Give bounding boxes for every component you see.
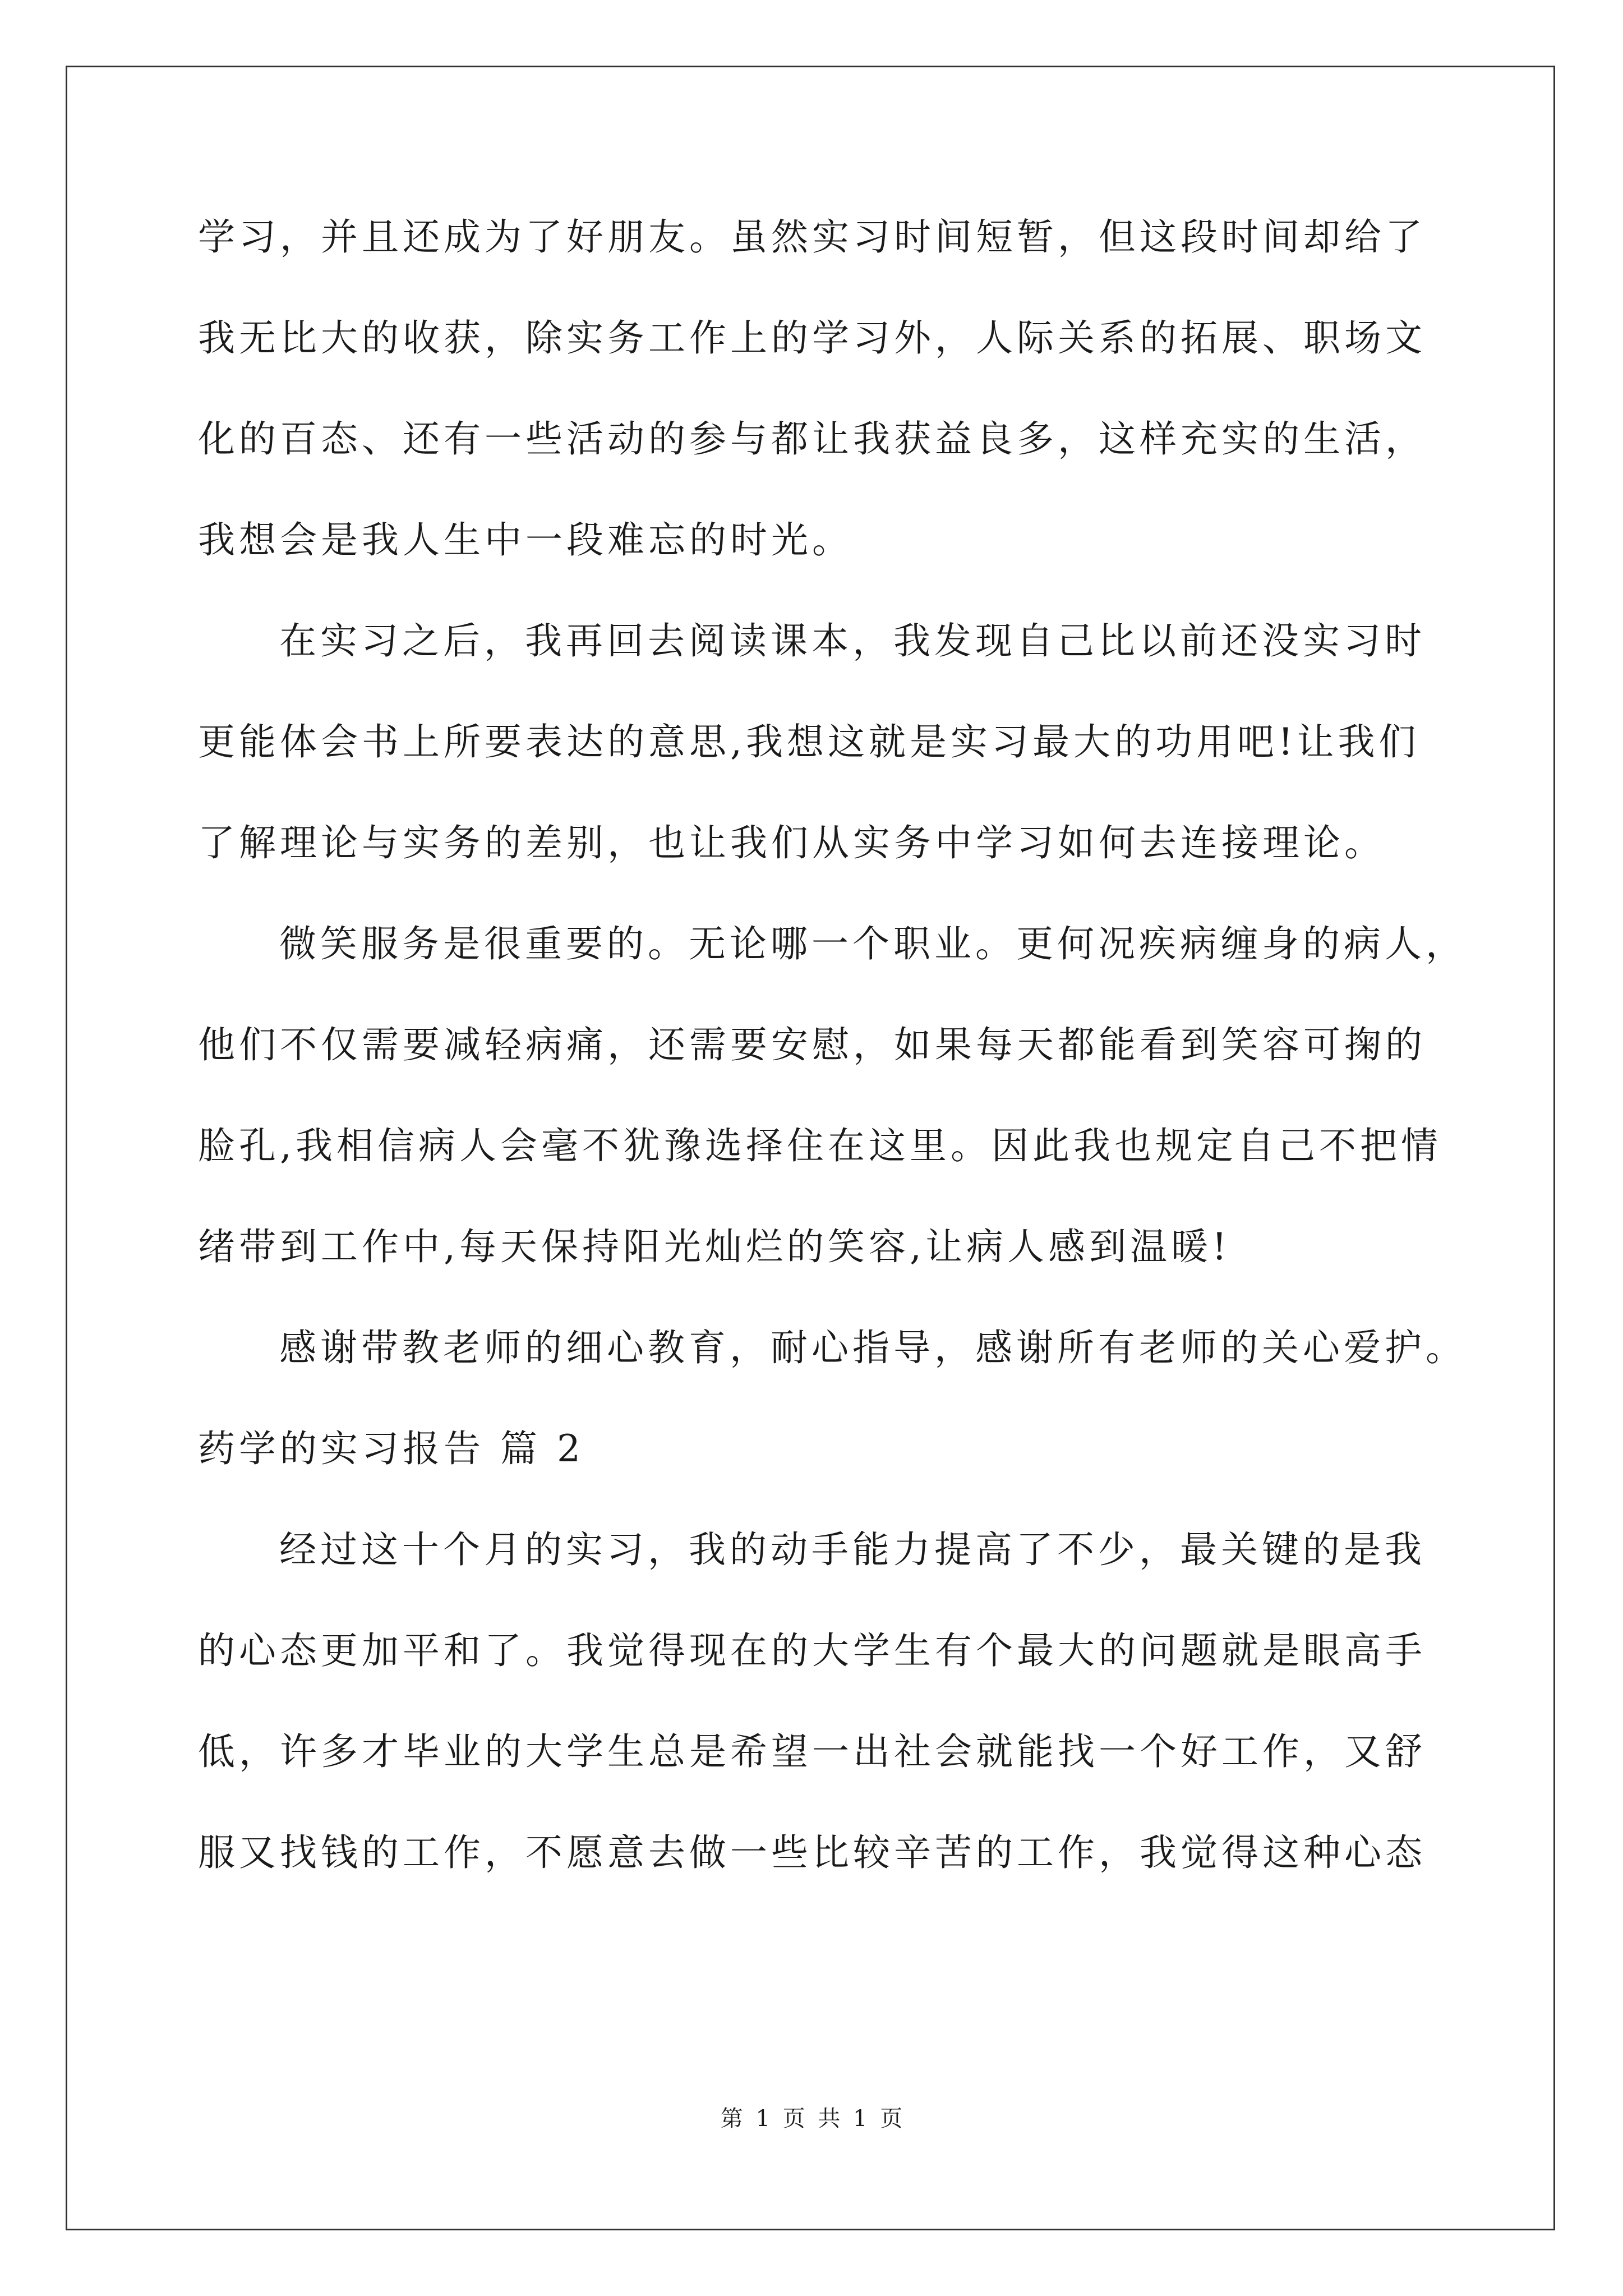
paragraph-start-line: 经过这十个月的实习，我的动手能力提高了不少，最关键的是我 [279, 1528, 1426, 1571]
text-line: 化的百态、还有一些活动的参与都让我获益良多，这样充实的生活， [198, 417, 1426, 461]
text-line: 服又找钱的工作，不愿意去做一些比较辛苦的工作，我觉得这种心态 [198, 1831, 1426, 1874]
text-line: 低，许多才毕业的大学生总是希望一出社会就能找一个好工作，又舒 [198, 1730, 1426, 1773]
text-line: 了解理论与实务的差别，也让我们从实务中学习如何去连接理论。 [198, 821, 1385, 864]
text-line: 更能体会书上所要表达的意思,我想这就是实习最大的功用吧!让我们 [198, 720, 1420, 763]
text-line: 脸孔,我相信病人会毫不犹豫选择住在这里。因此我也规定自己不把情 [198, 1124, 1442, 1167]
text-line: 学习，并且还成为了好朋友。虽然实习时间短暂，但这段时间却给了 [198, 215, 1426, 259]
page-number-footer: 第 1 页 共 1 页 [720, 2106, 903, 2132]
text-line: 我想会是我人生中一段难忘的时光。 [198, 518, 853, 562]
paragraph-start-line: 感谢带教老师的细心教育，耐心指导，感谢所有老师的关心爱护。 [279, 1326, 1467, 1369]
text-line: 绪带到工作中,每天保持阳光灿烂的笑容,让病人感到温暖! [198, 1225, 1231, 1268]
paragraph-start-line: 在实习之后，我再回去阅读课本，我发现自己比以前还没实习时 [279, 619, 1426, 662]
text-line: 我无比大的收获，除实务工作上的学习外，人际关系的拓展、职场文 [198, 316, 1426, 360]
text-line: 的心态更加平和了。我觉得现在的大学生有个最大的问题就是眼高手 [198, 1629, 1426, 1672]
section-heading: 药学的实习报告 篇 2 [198, 1427, 584, 1470]
paragraph-start-line: 微笑服务是很重要的。无论哪一个职业。更何况疾病缠身的病人， [279, 922, 1467, 965]
text-line: 他们不仅需要减轻病痛，还需要安慰，如果每天都能看到笑容可掬的 [198, 1023, 1426, 1066]
